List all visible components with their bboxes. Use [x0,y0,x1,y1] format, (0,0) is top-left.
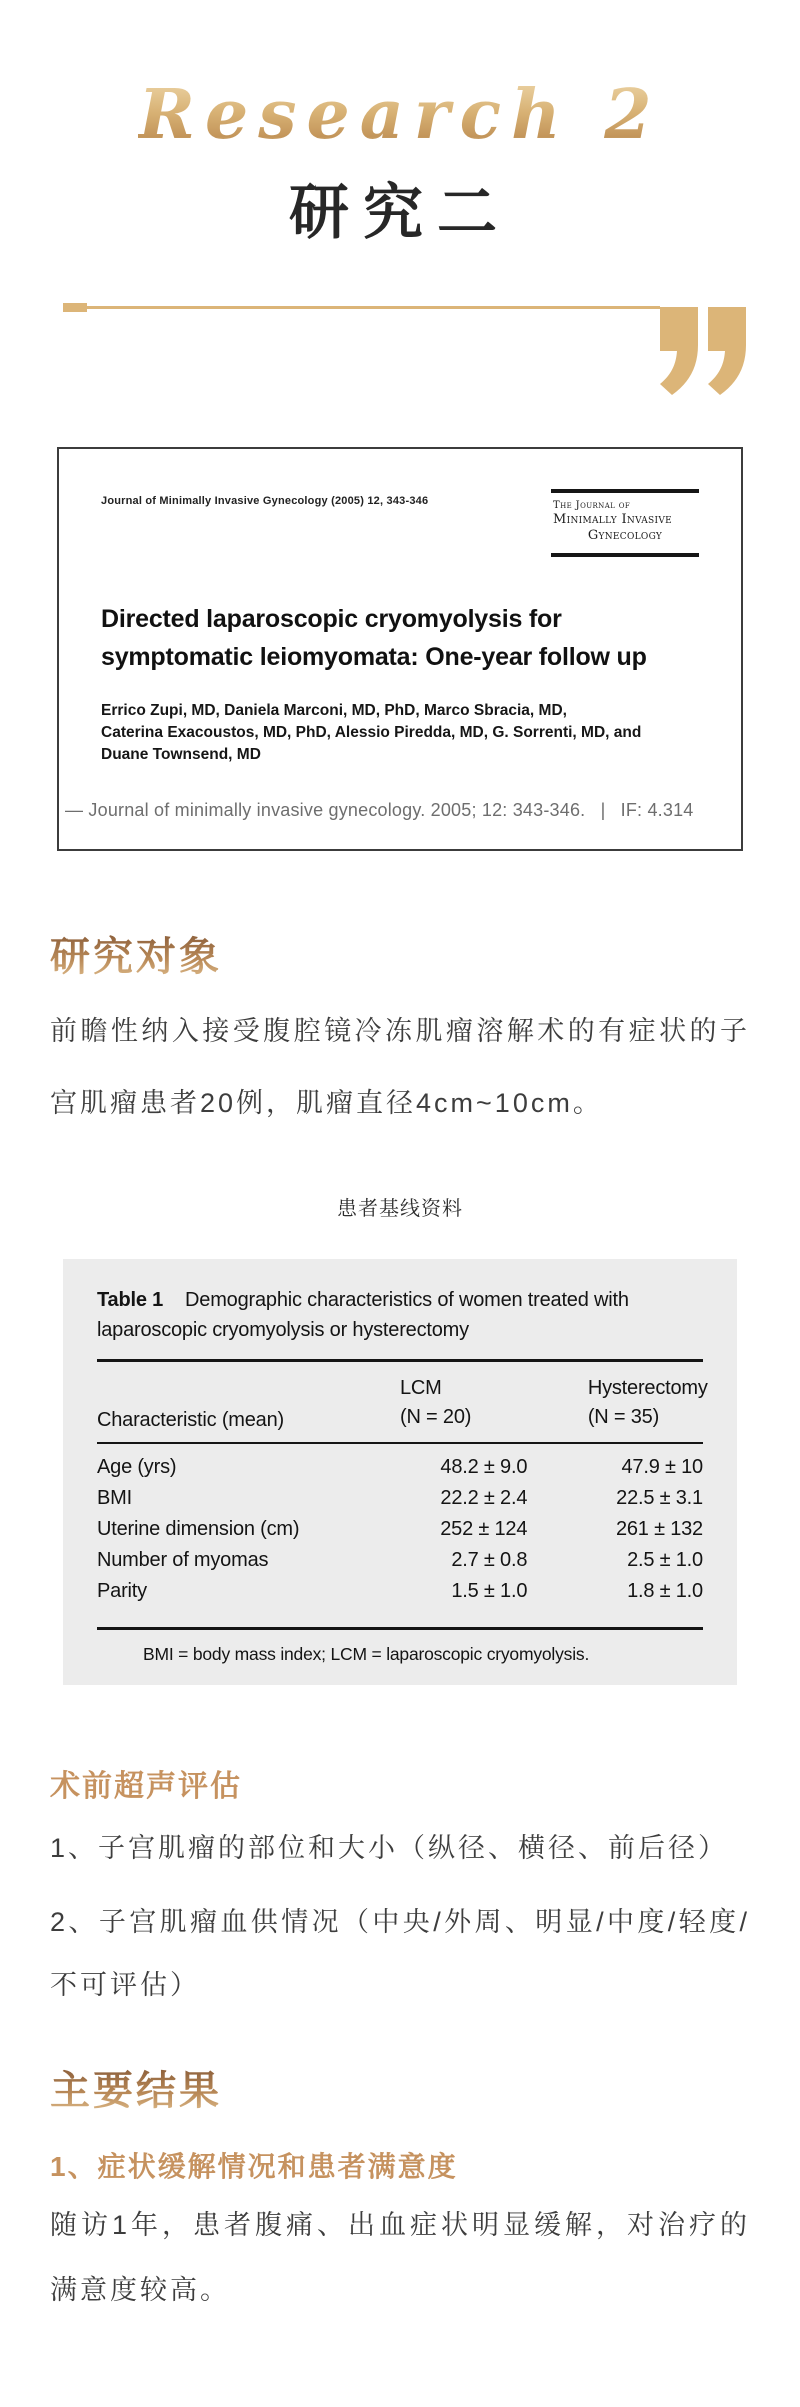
paper-authors-line1: Errico Zupi, MD, Daniela Marconi, MD, PhD, Marco Sbracia, MD, [101,702,567,720]
citation-separator: | [600,800,606,821]
results-sub1-heading: 1、症状缓解情况和患者满意度 [50,2151,458,2183]
table-row [97,1514,703,1545]
table-col3-header [587,1374,708,1432]
paper-authors-line2: Caterina Exacoustos, MD, PhD, Alessio Piredda, MD, G. Sorrenti, MD, and [101,724,642,742]
paper-card-top-row [101,489,699,557]
row-spacer [527,1453,588,1482]
ultrasound-heading: 术前超声评估 [50,1769,242,1803]
divider-cap [63,303,87,312]
hero-header [50,0,750,251]
paper-authors-line3: Duane Townsend, MD [101,746,261,764]
table-row [97,1483,703,1514]
table-title-text: Demographic characteristics of women treated with laparoscopic cryomyolysis or hysterectomy [97,1288,629,1341]
table-col1-header: Characteristic (mean) [97,1408,284,1431]
row-spacer [527,1546,588,1575]
paper-authors [101,700,699,766]
row-hysterectomy-value: 22.5 ± 3.1 [616,1486,703,1509]
row-spacer [527,1515,588,1544]
table-col3-header-line1: Hysterectomy [587,1376,708,1399]
study-subjects-heading: 研究对象 [50,933,222,981]
table-row [97,1545,703,1576]
masthead-line3: Gynecology [587,528,663,544]
section-study-subjects [50,933,750,981]
masthead-line2: Minimally Invasive [553,512,673,528]
row-lcm-value: 22.2 ± 2.4 [440,1486,528,1509]
table-title-number: Table 1 [97,1288,164,1311]
row-lcm-value: 48.2 ± 9.0 [440,1455,528,1478]
masthead-bottom-rule [551,553,699,557]
row-label: Uterine dimension (cm) [97,1517,300,1540]
row-hysterectomy-value: 47.9 ± 10 [621,1455,703,1478]
section-divider [63,303,750,395]
table-caption-label: 患者基线资料 [337,1197,463,1220]
row-hysterectomy-value: 2.5 ± 1.0 [627,1548,703,1571]
results-subsection-1 [50,2145,750,2185]
divider-line [87,306,660,309]
masthead-text [551,493,699,543]
table-col2-header [400,1374,527,1432]
quotation-marks-icon [658,307,750,400]
study-subjects-body: 前瞻性纳入接受腹腔镜冷冻肌瘤溶解术的有症状的子宫肌瘤患者20例，肌瘤直径4cm~10cm。 [50,1016,750,1119]
row-hysterectomy-value: 1.8 ± 1.0 [627,1579,703,1602]
paper-title: Directed laparoscopic cryomyolysis for symptomatic leiomyomata: One-year follow up [101,605,647,671]
table-row [97,1452,703,1483]
hero-title-english: Research 2 [138,75,662,155]
table-header-row [97,1362,708,1442]
citation-dash: — [65,800,84,821]
hero-title-chinese: 研究二 [289,178,511,249]
row-label: BMI [97,1486,132,1509]
results-sub1-body: 随访1年，患者腹痛、出血症状明显缓解，对治疗的满意度较高。 [50,2210,750,2306]
citation-text: Journal of minimally invasive gynecology. 2005; 12: 343-346. [88,800,586,821]
section-main-results [50,2067,750,2115]
masthead-line1: The Journal of [553,500,631,512]
ultrasound-item-1: 1、子宫肌瘤的部位和大小（纵径、横径、前后径） [50,1832,729,1863]
table-body [97,1444,703,1617]
row-lcm-value: 252 ± 124 [440,1517,528,1540]
section-ultrasound [50,1761,750,1805]
journal-paper-card [57,447,743,851]
demographics-table [63,1259,737,1685]
paper-citation-row [65,800,699,821]
row-lcm-value: 2.7 ± 0.8 [451,1548,528,1571]
table-col2-header-line1: LCM [400,1376,442,1399]
row-label: Age (yrs) [97,1455,177,1478]
row-label: Parity [97,1579,147,1602]
row-spacer [527,1577,588,1606]
table-col3-header-line2: (N = 35) [587,1405,660,1428]
journal-masthead-logo [551,489,699,557]
table-title [97,1285,703,1345]
row-label: Number of myomas [97,1548,269,1571]
table-footnote: BMI = body mass index; LCM = laparoscopic cryomyolysis. [143,1643,590,1664]
table-bottom-rule [97,1627,703,1630]
ultrasound-item-2: 2、子宫肌瘤血供情况（中央/外周、明显/中度/轻度/不可评估） [50,1907,750,2001]
table-col2-header-line2: (N = 20) [400,1405,472,1428]
impact-factor: IF: 4.314 [620,800,694,821]
table-row [97,1576,703,1607]
main-results-heading: 主要结果 [50,2067,222,2115]
row-spacer [527,1484,588,1513]
row-hysterectomy-value: 261 ± 132 [615,1517,703,1540]
row-lcm-value: 1.5 ± 1.0 [451,1579,528,1602]
journal-header-citation: Journal of Minimally Invasive Gynecology (2005) 12, 343-346 [101,495,429,508]
